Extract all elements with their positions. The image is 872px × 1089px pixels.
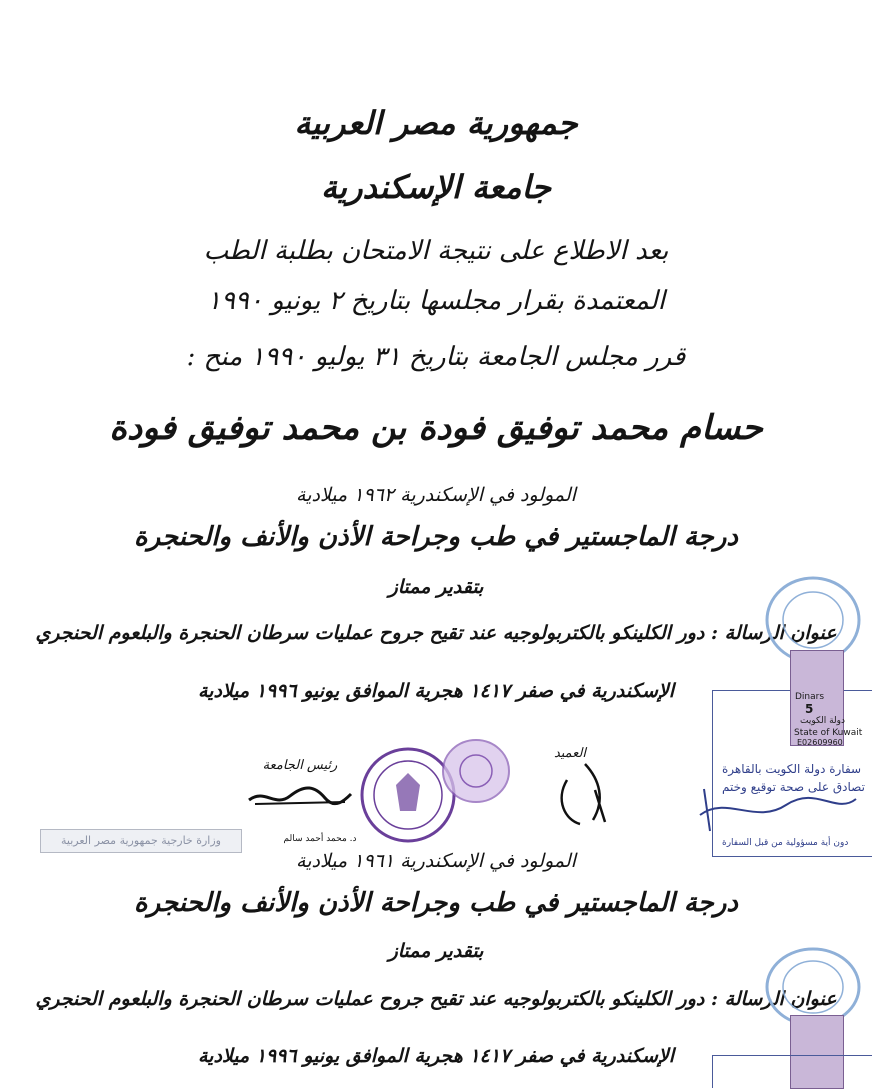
embassy-note: دون أية مسؤولية من قبل السفارة xyxy=(722,838,849,848)
thesis-line-repeat: عنوان الرسالة : دور الكلينكو بالكتربولوجيه عند تقيح جروح عمليات سرطان الحنجرة والبلعوم الحنجري xyxy=(35,988,837,1010)
stamp-serial: E02609960 xyxy=(797,738,843,747)
date-line: الإسكندرية في صفر ١٤١٧ هجرية الموافق يونيو ١٩٩٦ ميلادية xyxy=(197,680,675,702)
small-signature-text: د. محمد أحمد سالم xyxy=(283,834,357,844)
thesis-line: عنوان الرسالة : دور الكلينكو بالكتربولوجيه عند تقيح جروح عمليات سرطان الحنجرة والبلعوم الحنجري xyxy=(35,622,837,644)
header-republic: جمهورية مصر العربية xyxy=(294,104,578,142)
president-label: رئيس الجامعة xyxy=(262,758,338,773)
grade-line: بتقدير ممتاز xyxy=(388,576,484,598)
president-signature xyxy=(245,778,355,814)
results-line: بعد الاطلاع على نتيجة الامتحان بطلبة الطب xyxy=(203,236,669,266)
born-line-repeat: المولود في الإسكندرية ١٩٦١ ميلادية xyxy=(296,850,576,872)
stamp-unit: Dinars xyxy=(795,692,825,702)
dean-signature xyxy=(545,760,615,830)
graduate-name: حسام محمد توفيق فودة بن محمد توفيق فودة xyxy=(109,408,763,448)
faculty-seal-icon xyxy=(440,735,512,807)
degree-line-repeat: درجة الماجستير في طب وجراحة الأذن والأنف والحنجرة xyxy=(133,888,738,918)
dean-label: العميد xyxy=(553,746,587,761)
kuwait-attestation-box-repeat xyxy=(712,1055,872,1088)
stamp-denomination: 5 xyxy=(805,702,814,716)
grade-line-repeat: بتقدير ممتاز xyxy=(388,940,484,962)
date-line-repeat: الإسكندرية في صفر ١٤١٧ هجرية الموافق يونيو ١٩٩٦ ميلادية xyxy=(197,1045,675,1067)
attest-text: تصادق على صحة توقيع وختم xyxy=(722,780,865,794)
stamp-country: State of Kuwait xyxy=(794,728,863,738)
kuwait-embassy-seal-repeat-icon xyxy=(763,945,863,1025)
stamp-country-ar: دولة الكويت xyxy=(800,716,845,726)
embassy-signature xyxy=(696,785,861,835)
degree-line: درجة الماجستير في طب وجراحة الأذن والأنف والحنجرة xyxy=(133,522,738,552)
council-decision-line: المعتمدة بقرار مجلسها بتاريخ ٢ يونيو ١٩٩٠ xyxy=(207,286,665,316)
ministry-stamp-strip: وزارة خارجية جمهورية مصر العربية xyxy=(40,829,242,853)
embassy-text: سفارة دولة الكويت بالقاهرة xyxy=(722,762,862,776)
born-line: المولود في الإسكندرية ١٩٦٢ ميلادية xyxy=(296,484,576,506)
header-university: جامعة الإسكندرية xyxy=(321,168,551,206)
university-council-line: قرر مجلس الجامعة بتاريخ ٣١ يوليو ١٩٩٠ منح : xyxy=(186,342,686,372)
